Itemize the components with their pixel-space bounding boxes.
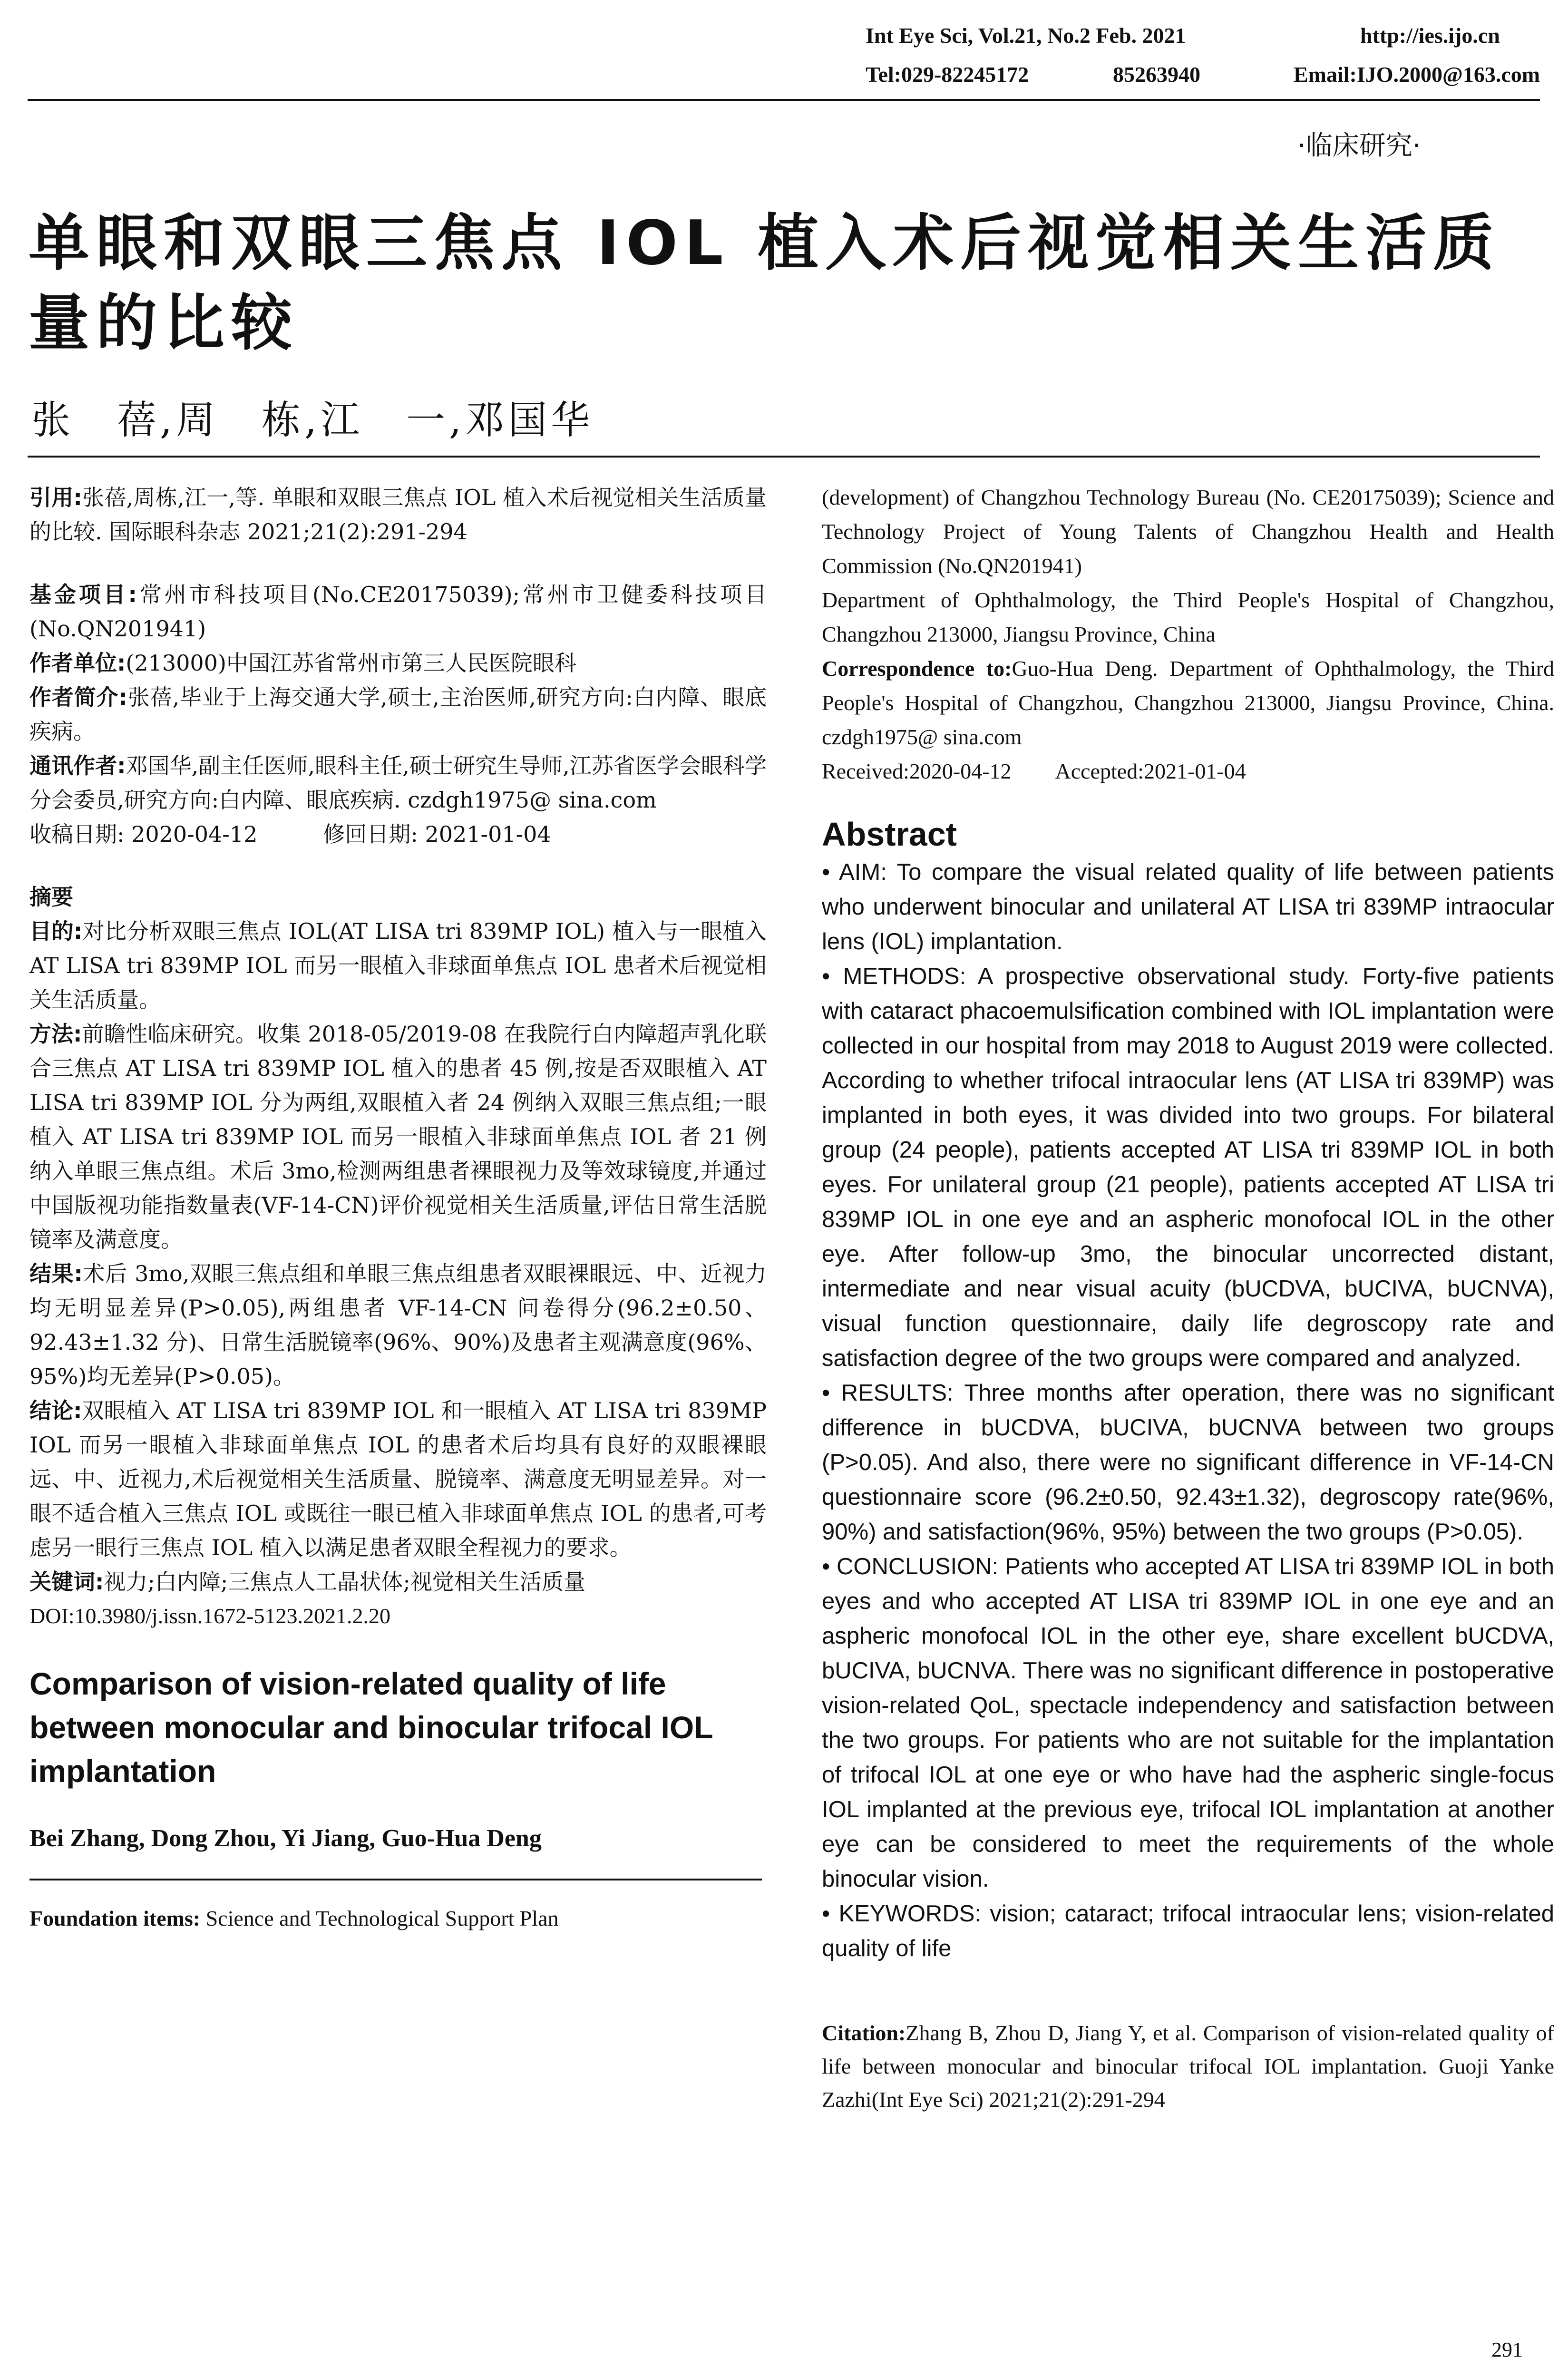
bio-cn: 作者简介:张蓓,毕业于上海交通大学,硕士,主治医师,研究方向:白内障、眼底疾病。: [29, 684, 767, 744]
article-title-cn: 单眼和双眼三焦点 IOL 植入术后视觉相关生活质量的比较: [29, 208, 1501, 359]
abstract-en: [822, 855, 1554, 1966]
journal-email[interactable]: Email:IJO.2000@163.com: [1294, 62, 1540, 87]
correspondence-en: Correspondence to:Guo-Hua Deng. Department of Ophthalmology, the Third People's Hospital of Changzhou, Changzhou 213000, Jiangsu Province, China. czdgh1975@ sina.com: [822, 656, 1555, 749]
authors-cn: 张 蓓,周 栋,江 一,邓国华: [31, 398, 594, 443]
conclusion-en: • CONCLUSION: Patients who accepted AT LISA tri 839MP IOL in both eyes and who accepted AT LISA tri 839MP IOL in one eye and an aspheric monofocal IOL in the other eye, share excellent bUCDVA, bUCIVA, bUCNVA. There was no significant difference in postoperative vision-related QoL, spectacle independency and satisfaction between the two groups. For patients who are not suitable for the implantation of trifocal IOL at one eye or who have had the aspheric single-focus IOL implanted at the previous eye, trifocal IOL implantation at another eye can be considered to meet the requirements of the whole binocular vision.: [822, 1554, 1554, 1892]
abstract-head-en: Abstract: [822, 816, 957, 853]
authors-rule: [28, 456, 1540, 458]
conclusion-cn: 结论:双眼植入 AT LISA tri 839MP IOL 和一眼植入 AT LISA tri 839MP IOL 而另一眼植入非球面单焦点 IOL 的患者术后均具有良好的双眼裸眼远、中、近视力,术后视觉相关生活质量、脱镜率、满意度无明显差异。对一眼不适合植入三焦点 IOL 或既往一眼已植入非球面单焦点 IOL 的患者,可考虑另一眼行三焦点 IOL 植入以满足患者双眼全程视力的要求。: [29, 1398, 767, 1560]
cite-cn: 引用:张蓓,周栋,江一,等. 单眼和双眼三焦点 IOL 植入术后视觉相关生活质量的比较. 国际眼科杂志 2021;21(2):291-294: [29, 485, 767, 545]
journal-citation: Int Eye Sci, Vol.21, No.2 Feb. 2021: [866, 23, 1186, 48]
fund-cn: 基金项目:常州市科技项目(No.CE20175039);常州市卫健委科技项目(No.QN201941): [29, 582, 767, 642]
authors-en-rule: [29, 1879, 762, 1880]
journal-contact: [866, 62, 1541, 87]
aim-cn: 目的:对比分析双眼三焦点 IOL(AT LISA tri 839MP IOL) 植入与一眼植入 AT LISA tri 839MP IOL 而另一眼植入非球面单焦点 IOL 患者术后视觉相关生活质量。: [29, 918, 767, 1013]
left-column: [29, 480, 767, 1936]
result-cn: 结果:术后 3mo,双眼三焦点组和单眼三焦点组患者双眼裸眼远、中、近视力均无明显差异(P>0.05),两组患者 VF-14-CN 问卷得分(96.2±0.50、92.43±1.32 分)、日常生活脱镜率(96%、90%)及患者主观满意度(96%、95%)均无差异(P>0.05)。: [29, 1261, 767, 1389]
dates-cn: 收稿日期: 2020-04-12 修回日期: 2021-01-04: [29, 821, 551, 847]
dates-en: Received:2020-04-12 Accepted:2021-01-04: [822, 759, 1246, 783]
section-tag: ·临床研究·: [1297, 130, 1421, 161]
methods-en: • METHODS: A prospective observational study. Forty-five patients with cataract phacoemulsification combined with IOL implantation were collected in our hospital from may 2018 to August 2019 were collected. According to whether trifocal intraocular lens (AT LISA tri 839MP) was implanted in both eyes, it was divided into two groups. For bilateral group (24 people), patients accepted AT LISA tri 839MP IOL in both eyes. For unilateral group (21 people), patients accepted AT LISA tri 839MP IOL in one eye and an aspheric monofocal IOL in the other eye. After follow-up 3mo, the binocular uncorrected distant, intermediate and near visual acuity (bUCDVA, bUCIVA, bUCNVA), visual function questionnaire, daily life degroscopy rate and satisfaction degree of the two groups were compared and analyzed.: [822, 964, 1554, 1371]
right-column: [822, 480, 1554, 2138]
authors-en: Bei Zhang, Dong Zhou, Yi Jiang, Guo-Hua Deng: [29, 1825, 542, 1852]
journal-url[interactable]: http://ies.ijo.cn: [1360, 23, 1500, 48]
doi[interactable]: DOI:10.3980/j.issn.1672-5123.2021.2.20: [29, 1604, 390, 1628]
article-title-en: Comparison of vision-related quality of life between monocular and binocular trifocal IOL implantation: [29, 1666, 713, 1789]
aim-en: • AIM: To compare the visual related quality of life between patients who underwent binocular and unilateral AT LISA tri 839MP intraocular lens (IOL) implantation.: [822, 859, 1554, 955]
abstract-head-cn: 摘要: [29, 884, 73, 910]
method-cn: 方法:前瞻性临床研究。收集 2018-05/2019-08 在我院行白内障超声乳化联合三焦点 AT LISA tri 839MP IOL 植入的患者 45 例,按是否双眼植入 AT LISA tri 839MP IOL 分为两组,双眼植入者 24 例纳入双眼三焦点组;一眼植入 AT LISA tri 839MP IOL 而另一眼植入非球面单焦点 IOL 者 21 例纳入单眼三焦点组。术后 3mo,检测两组患者裸眼视力及等效球镜度,并通过中国版视功能指数量表(VF-14-CN)评价视觉相关生活质量,评估日常生活脱镜率及满意度。: [29, 1021, 767, 1252]
keywords-en: • KEYWORDS: vision; cataract; trifocal intraocular lens; vision-related quality of life: [822, 1901, 1554, 1961]
foundation-en: Foundation items: Science and Technological Support Plan: [29, 1906, 559, 1930]
foundation-en-cont: (development) of Changzhou Technology Bureau (No. CE20175039); Science and Technology Project of Young Talents of Changzhou Health and Health Commission (No.QN201941): [822, 485, 1554, 578]
keywords-cn: 关键词:视力;白内障;三焦点人工晶状体;视觉相关生活质量: [29, 1569, 585, 1595]
citation-en: Citation:Zhang B, Zhou D, Jiang Y, et al. Comparison of vision-related quality of life between monocular and binocular trifocal IOL implantation. Guoji Yanke Zazhi(Int Eye Sci) 2021;21(2):291-294: [822, 2021, 1554, 2112]
corr-cn: 通讯作者:邓国华,副主任医师,眼科主任,硕士研究生导师,江苏省医学会眼科学分会委员,研究方向:白内障、眼底疾病. czdgh1975@ sina.com: [29, 753, 767, 813]
journal-header: [866, 23, 1541, 48]
journal-tel: Tel:029-82245172: [866, 62, 1029, 87]
unit-cn: 作者单位:(213000)中国江苏省常州市第三人民医院眼科: [29, 650, 576, 676]
header-rule: [28, 99, 1540, 101]
dept-en: Department of Ophthalmology, the Third People's Hospital of Changzhou, Changzhou 213000, Jiangsu Province, China: [822, 588, 1554, 646]
journal-tel2: 85263940: [1113, 62, 1200, 87]
results-en: • RESULTS: Three months after operation, there was no significant difference in bUCDVA, bUCIVA, bUCNVA between two groups (P>0.05). And also, there were no significant difference in VF-14-CN questionnaire score (96.2±0.50, 92.43±1.32), degroscopy rate(96%, 90%) and satisfaction(96%, 95%) between the two groups (P>0.05).: [822, 1380, 1554, 1545]
page-number: 291: [1491, 2338, 1523, 2361]
